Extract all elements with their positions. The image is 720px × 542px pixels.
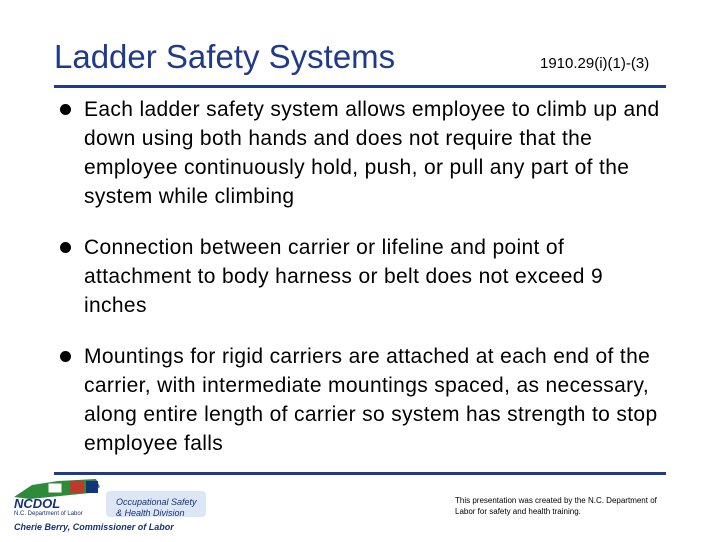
standard-reference: 1910.29(i)(1)-(3) bbox=[540, 55, 650, 72]
title-divider bbox=[54, 85, 666, 88]
bullet-dot-icon bbox=[60, 242, 71, 253]
bullet-text: Mountings for rigid carriers are attached at each end of the carrier, with intermediate mountings spaced, as necessary, along entire length of carrier so system has strength to stop employee falls bbox=[84, 345, 658, 455]
slide-title: Ladder Safety Systems bbox=[54, 38, 396, 75]
logo-ncdol-text: NCDOL bbox=[14, 496, 61, 511]
footer-note: This presentation was created by the N.C. Department of Labor for safety and health training. bbox=[455, 496, 657, 516]
bullet-dot-icon bbox=[60, 104, 71, 115]
bullet-text: Each ladder safety system allows employee to climb up and down using both hands and does not require that the employee continuously hold, push, or pull any part of the system while climbing bbox=[84, 98, 660, 208]
bullet-dot-icon bbox=[60, 351, 71, 362]
logo-division-line2: & Health Division bbox=[116, 508, 185, 518]
logo-division-line1: Occupational Safety bbox=[116, 497, 197, 507]
logo-dept-text: N.C. Department of Labor bbox=[14, 511, 83, 517]
ncdol-logo bbox=[10, 475, 210, 537]
bullet-text: Connection between carrier or lifeline and point of attachment to body harness or belt does not exceed 9 inches bbox=[84, 236, 604, 317]
logo-commissioner-text: Cherie Berry, Commissioner of Labor bbox=[14, 522, 174, 532]
